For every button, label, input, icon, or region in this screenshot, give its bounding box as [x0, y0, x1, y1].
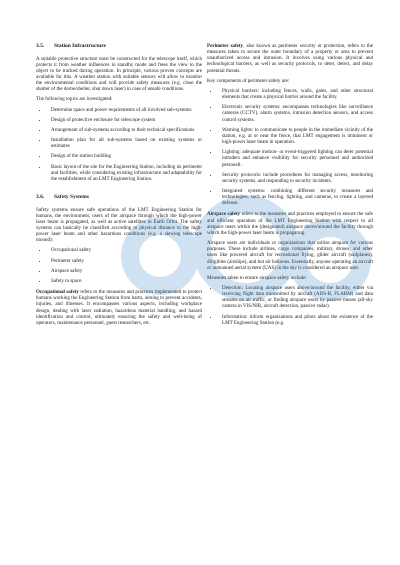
paragraph-text: , also known as perimeter security or protection, refers to the measures taken to secure the outer boundary of a property or area to prevent unauthorized access and intrusion. It involves using various physical and technological barriers, as well as security protocols, to deter, detect, and delay potential threats.: [207, 43, 373, 74]
right-column: [207, 43, 373, 331]
paragraph-occupational-safety: [36, 289, 202, 326]
section-number: 3.5.: [36, 43, 45, 49]
list-item: • Safety in space: [48, 278, 202, 284]
paragraph-text: refers to the measures and practices employed to ensure the safe and efficient operation of the LMT Engineering Station with respect to all airspace users within the (designated) airspace above/around the facility through which the high-power laser beam is propagating.: [207, 211, 374, 236]
paragraph: Key components of perimeter safety are:: [207, 77, 290, 84]
list-item: • Design of protective enclosure for telescope system: [48, 117, 202, 123]
term-perimeter-safety: Perimeter safety: [207, 43, 244, 49]
paragraph-text: refers to the measures and practices implemented to protect humans working the Engineering Station from harm, aiming to prevent accidents, injuries, and illnesses. It encompasses various aspects, including workplace design, dealing with laser radiation, hazardous material handling, and hazard identification and control, ultimately ensuring the safety and well-being of operators, maintenance personnel, guest researchers, etc.: [36, 289, 202, 326]
list-item: • Security protocols: include procedures for managing access, monitoring security systems, and responding to security incidents.: [219, 172, 373, 184]
paragraph: The following topics are investigated:: [36, 96, 113, 103]
list-item: • Warning lights: to communicate to people in the immediate vicinity of the station, e.g. at or near the fence, that LMT engagement is imminent or high-power laser beam in operation.: [219, 127, 373, 145]
section-title: Station Infrastructure: [54, 43, 106, 49]
list-item: • Installation plan for all sub-systems based on existing systems or estimates: [48, 137, 202, 149]
term-airspace-safety: Airspace safety: [207, 211, 241, 218]
list-item: • Lighting: adequate motion- or event-triggered lighting can deter potential intruders and enhance visibility for security personnel and authorized personell.: [219, 149, 373, 167]
airspace-measures-list: [207, 285, 373, 326]
paragraph: Airspace users are individuals or organizations that utilize airspace for various purposes. These include airlines, cargo companies, military, drones, and other users like powered aircraft for recreational flying, glider aircraft (sailplanes), dirigibles (airships), and hot air balloons. Essentially, anyone operating an aircraft or unmanned aerial system (UAS) in the sky is considered an airspace user.: [207, 240, 373, 271]
list-item: • Determine space and power requirements of all involved sub-systems: [48, 107, 202, 113]
paragraph: A suitable protective structure must be constructed for the telescope itself, which protects it from weather influences in standby mode and frees the view to the object to be tracked during operation. In principle, various proven concepts are available for this. A weather station with suitable sensors will allow to monitor the environmental conditions and will provide safety measures (e.g. close the shutter of the dome/shelter, shut down laser) in case of unsafe conditions.: [36, 55, 202, 93]
paragraph-airspace-safety: [207, 211, 373, 236]
section-title: Safety Systems: [54, 194, 89, 200]
list-item: • Integrated systems: combining different security measures and technologies, such as fencing, lighting, and cameras, to create a layered defense.: [219, 188, 373, 206]
list-item: • Airspace safety: [48, 268, 202, 274]
list-item: • Basic layout of the site for the Engineering Station, including its perimeter and facilities, while considering existing infrastructure and adaptability for the establishment of an LMT Engineering Station.: [48, 164, 202, 182]
term-occupational-safety: Occupational safety: [36, 289, 79, 296]
paragraph-perimeter-safety: [207, 43, 373, 74]
list-item: • Electronic security systems: encompasses technologies like surveillance cameras (CCTV), alarm systems, intrusion detection sensors, and access control systems.: [219, 104, 373, 122]
section-heading-station-infrastructure: [36, 43, 202, 50]
paragraph: Safety systems ensure safe operations of the LMT Engineering Station for humans, the environment, users of the airspace through which the high-power laser beam is propagated, as well as active satellites in Earth Orbit. The safety systems can basically be classified according to physical distance to the high-power laser beam and other hazardous conditions (e.g. a slewing telescope mound):: [36, 206, 202, 244]
list-item: • Arrangement of sub-systems according to their technical specifications: [48, 127, 202, 133]
list-item: • Occupational safety: [48, 247, 202, 253]
list-item: • Perimeter safety: [48, 258, 202, 264]
list-item: • Detection: Locating airspace users above/around the facility, either via receiving flight data transmitted by aircraft (ADS-B, FLARM) and data streams on air traffic, or finding airspace users by passive means (all-sky camera in VIS/NIR, aircraft detection, passive radar).: [219, 285, 373, 310]
list-item: • Information: inform organizations and pilots about the existence of the LMT Engineering Station (e.g.: [219, 314, 373, 326]
topics-list: [36, 107, 202, 182]
left-column: [36, 43, 202, 330]
section-heading-safety-systems: [36, 194, 202, 201]
list-item: • Design of the station building: [48, 153, 202, 159]
perimeter-components-list: [207, 88, 373, 207]
list-item: • Physical barriers: including fences, walls, gates, and other structural elements that create a physical barrier around the facility.: [219, 88, 373, 100]
safety-list: [36, 247, 202, 284]
section-number: 3.6.: [36, 194, 45, 200]
paragraph: Measures taken to ensure airspace safety include:: [207, 274, 307, 281]
